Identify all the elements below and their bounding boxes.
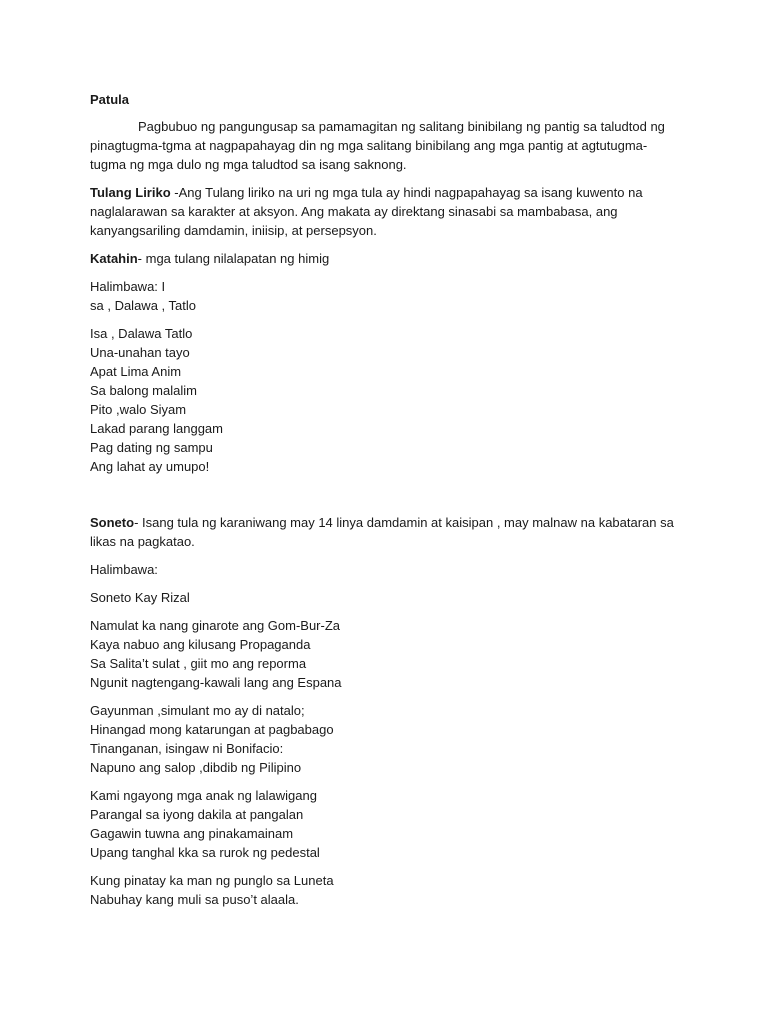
poem-line: Sa Salita’t sulat , giit mo ang reporma	[90, 656, 307, 671]
poem-line: Gayunman ,simulant mo ay di natalo;	[90, 703, 305, 718]
tulang-liriko-definition: -Ang Tulang liriko na uri ng mga tula ay hindi nagpapahayag sa isang kuwento na naglalarawan sa karakter at aksyon. Ang makata ay direktang sinasabi sa mambabasa, ang kanyangsariling damdamin, iniisip, at persepsyon.	[90, 185, 643, 238]
example1-label: Halimbawa: I	[90, 279, 166, 294]
example2-label: Halimbawa:	[90, 562, 158, 577]
soneto-definition: - Isang tula ng karaniwang may 14 linya damdamin at kaisipan , may malnaw na kabataran sa likas na pagkatao.	[90, 515, 674, 549]
poem-line: Upang tanghal kka sa rurok ng pedestal	[90, 845, 320, 860]
katahin-paragraph	[90, 249, 680, 268]
poem-line: Parangal sa iyong dakila at pangalan	[90, 807, 304, 822]
document-body	[90, 90, 680, 918]
poem-line: Napuno ang salop ,dibdib ng Pilipino	[90, 760, 302, 775]
tulang-liriko-paragraph	[90, 183, 680, 240]
sonnet-stanza-4	[90, 871, 680, 909]
poem-line: Pito ,walo Siyam	[90, 402, 187, 417]
poem-line: Ngunit nagtengang-kawali lang ang Espana	[90, 675, 342, 690]
sonnet-stanza-3	[90, 786, 680, 862]
poem-line: Nabuhay kang muli sa puso’t alaala.	[90, 892, 299, 907]
poem-line: Hinangad mong katarungan at pagbabago	[90, 722, 334, 737]
soneto-term: Soneto	[90, 515, 135, 530]
example1-subtitle: sa , Dalawa , Tatlo	[90, 298, 196, 313]
section-spacer	[90, 485, 680, 513]
document-title: Patula	[90, 92, 130, 107]
poem-line: Namulat ka nang ginarote ang Gom-Bur-Za	[90, 618, 341, 633]
soneto-paragraph	[90, 513, 680, 551]
poem-line: Kung pinatay ka man ng punglo sa Luneta	[90, 873, 334, 888]
poem-line: Kami ngayong mga anak ng lalawigang	[90, 788, 317, 803]
poem-line: Apat Lima Anim	[90, 364, 182, 379]
poem-line: Lakad parang langgam	[90, 421, 223, 436]
poem-line: Ang lahat ay umupo!	[90, 459, 210, 474]
katahin-definition: - mga tulang nilalapatan ng himig	[137, 251, 330, 266]
poem-line: Kaya nabuo ang kilusang Propaganda	[90, 637, 311, 652]
example1-header	[90, 277, 680, 315]
intro-paragraph: Pagbubuo ng pangungusap sa pamamagitan ng salitang binibilang ng pantig sa taludtod ng pinagtugma-tgma at nagpapahayag din ng mga salitang binibilang ang mga pantig at agtutugma-tugma ng mga dulo ng mga taludtod sa isang saknong.	[90, 119, 665, 172]
sonnet-stanza-1	[90, 616, 680, 692]
poem2-title: Soneto Kay Rizal	[90, 590, 190, 605]
tulang-liriko-term: Tulang Liriko	[90, 185, 171, 200]
poem1-stanza	[90, 324, 680, 476]
poem-line: Isa , Dalawa Tatlo	[90, 326, 193, 341]
sonnet-stanza-2	[90, 701, 680, 777]
poem-line: Una-unahan tayo	[90, 345, 190, 360]
poem-line: Pag dating ng sampu	[90, 440, 213, 455]
katahin-term: Katahin	[90, 251, 138, 266]
poem-line: Gagawin tuwna ang pinakamainam	[90, 826, 294, 841]
poem-line: Tinanganan, isingaw ni Bonifacio:	[90, 741, 284, 756]
poem-line: Sa balong malalim	[90, 383, 197, 398]
